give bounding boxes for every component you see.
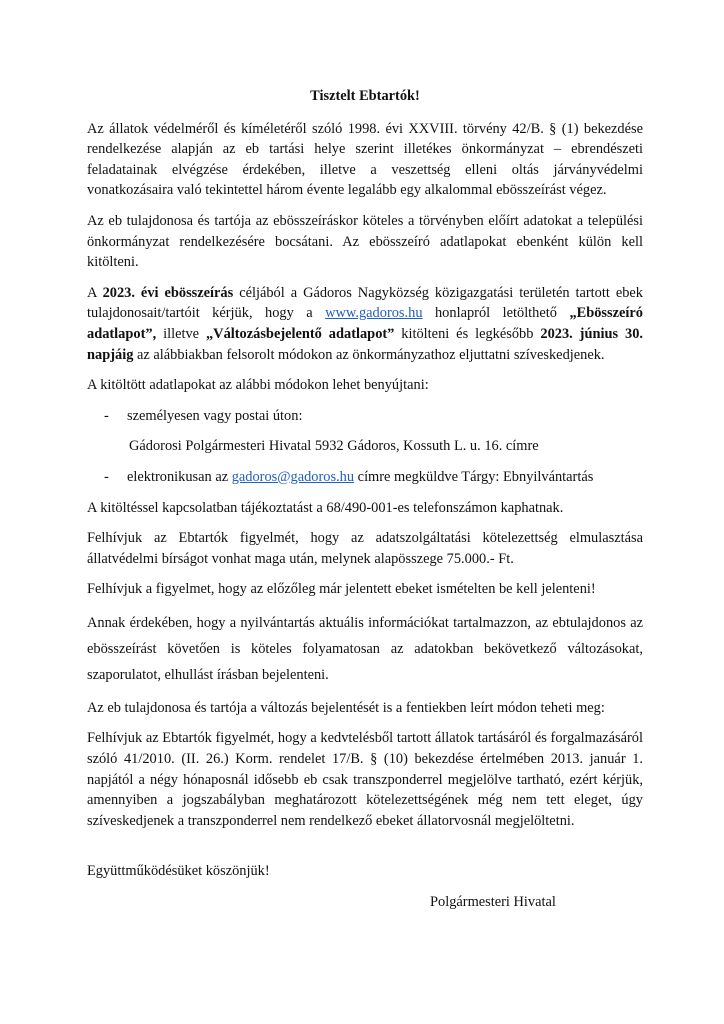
list-item-text — [127, 467, 593, 488]
text-segment: honlapról letölthető — [422, 305, 570, 322]
deadline-bold: 2023. június 30. napjáig — [87, 325, 643, 363]
dash-bullet: - — [104, 468, 109, 485]
list-item-electronic — [87, 467, 643, 488]
website-link[interactable]: www.gadoros.hu — [325, 305, 423, 322]
text-segment: illetve — [156, 325, 206, 342]
paragraph-re-register: Felhívjuk a figyelmet, hogy az előzőleg már jelentett ebeket ismételten be kell jelenteni! — [87, 581, 596, 598]
list-item-text: személyesen vagy postai úton: — [127, 407, 303, 424]
paragraph-change-reporting: Annak érdekében, hogy a nyilvántartás aktuális információkat tartalmazzon, az ebtulajdonos az ebösszeírást követően is köteles folyamatosan az adatokban bekövetkező változásokat, szaporulatot, elhullást írásban bejelenteni. — [87, 614, 643, 683]
text-segment: kitölteni és legkésőbb — [394, 325, 541, 342]
closing-thanks: Együttműködésüket köszönjük! — [87, 863, 270, 880]
signature: Polgármesteri Hivatal — [430, 894, 556, 911]
paragraph-census-request — [87, 283, 643, 365]
postal-address: Gádorosi Polgármesteri Hivatal 5932 Gádoros, Kossuth L. u. 16. címre — [129, 438, 539, 455]
paragraph-change-method: Az eb tulajdonosa és tartója a változás bejelentését is a fentiekben leírt módon teheti meg: — [87, 699, 605, 716]
list-item-in-person — [87, 406, 643, 427]
text-segment: elektronikusan az — [127, 468, 232, 485]
form-name-census: „Ebösszeíró adatlapot”, — [87, 305, 643, 342]
document-page — [87, 86, 643, 913]
form-name-change: „Változásbejelentő adatlapot” — [205, 325, 395, 342]
text-segment: címre megküldve Tárgy: Ebnyilvántartás — [354, 468, 594, 485]
paragraph-submission-intro: A kitöltött adatlapokat az alábbi módokon lehet benyújtani: — [87, 377, 429, 394]
census-year-bold: 2023. évi ebösszeírás — [102, 284, 234, 301]
paragraph-legal-basis: Az állatok védelméről és kíméletéről szóló 1998. évi XXVIII. törvény 42/B. § (1) bekezdése rendelkezése alapján az eb tartási helye szerint illetékes önkormányzat – ebrendészeti feladatainak elvégzése érdekében, illetve a veszettség elleni oltás járványvédelmi vonatkozásaira való tekintettel három évente legalább egy alkalommal ebösszeírást végez. — [87, 120, 643, 199]
text-segment: az alábbiakban felsorolt módokon az önkormányzathoz eljuttatni szíveskedjenek. — [133, 346, 605, 363]
paragraph-owner-obligation: Az eb tulajdonosa és tartója az ebösszeíráskor köteles a törvényben előírt adatokat a települési önkormányzat rendelkezésére bocsátani. Az ebösszeíró adatlapokat ebenként külön kell kitölteni. — [87, 212, 643, 271]
document-title: Tisztelt Ebtartók! — [310, 88, 420, 104]
dash-bullet: - — [104, 407, 109, 424]
email-link[interactable]: gadoros@gadoros.hu — [231, 468, 355, 485]
text-segment: A — [87, 284, 103, 301]
text-segment: céljából a Gádoros Nagyközség közigazgatási területén tartott ebek tulajdonosait/tartóit kérjük, hogy a — [87, 284, 644, 322]
paragraph-fine-warning: Felhívjuk az Ebtartók figyelmét, hogy az adatszolgáltatási kötelezettség elmulasztása állatvédelmi bírságot vonhat maga után, melynek alapösszege 75.000.- Ft. — [87, 530, 643, 567]
paragraph-phone-info: A kitöltéssel kapcsolatban tájékoztatást a 68/490-001-es telefonszámon kaphatnak. — [87, 499, 564, 516]
paragraph-transponder: Felhívjuk az Ebtartók figyelmét, hogy a kedvtelésből tartott állatok tartásáról és forgalmazásáról szóló 41/2010. (II. 26.) Korm. rendelet 17/B. § (10) bekezdése értelmében 2013. január 1. napjától a négy hónaposnál idősebb eb csak transzponderrel megjelölve tartható, ezért kérjük, amennyiben a jogszabályban meghatározott kötelezettségének még nem tett eleget, úgy szíveskedjenek a transzponderrel nem rendelkező ebeket állatorvosnál megjelöltetni. — [87, 730, 643, 829]
